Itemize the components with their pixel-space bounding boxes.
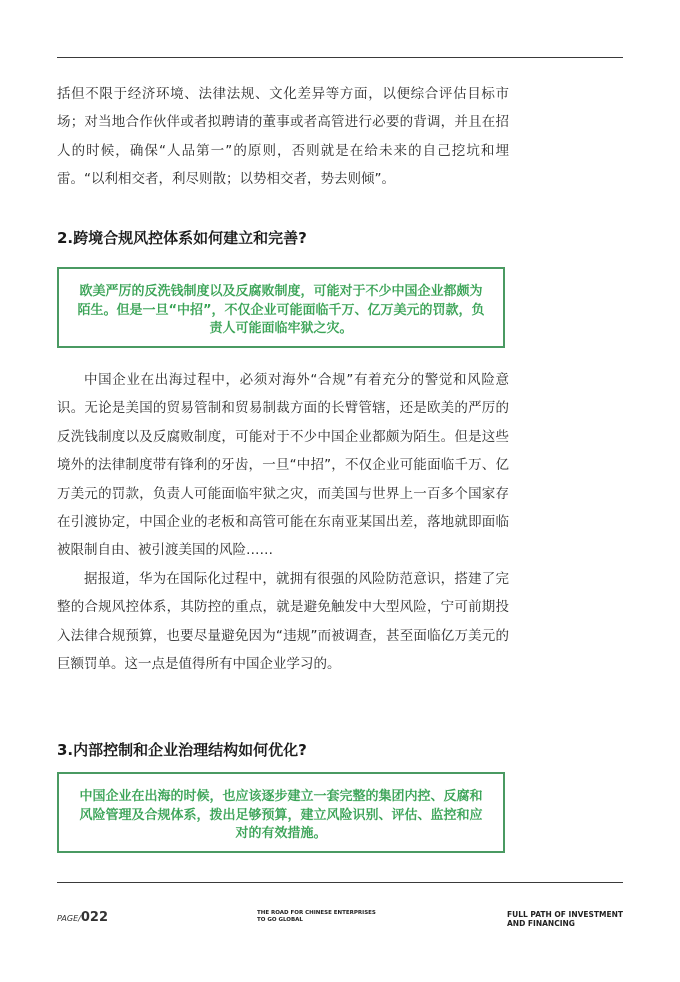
- intro-text: 括但不限于经济环境、法律法规、文化差异等方面，以便综合评估目标市场；对当地合作伙伴或者拟聘请的董事或者高管进行必要的背调，并且在招人的时候，确保“人品第一”的原则，否则就是在给未来的自己挖坑和埋雷。“以利相交者，利尽则散；以势相交者，势去则倾”。: [57, 86, 509, 188]
- page-number: [57, 910, 108, 925]
- section-2-callout: 欧美严厉的反洗钱制度以及反腐败制度，可能对于不少中国企业都颇为陌生。但是一旦“中招”，不仅企业可能面临千万、亿万美元的罚款，负责人可能面临牢狱之灾。: [57, 267, 505, 348]
- top-divider: [57, 57, 623, 58]
- section-2-paragraph-2: 据报道，华为在国际化过程中，就拥有很强的风险防范意识，搭建了完整的合规风控体系，其防控的重点，就是避免触发中大型风险，宁可前期投入法律合规预算，也要尽量避免因为“违规”而被调查，甚至面临亿万美元的巨额罚单。这一点是值得所有中国企业学习的。: [57, 570, 509, 673]
- series-title-line-2: TO GO GLOBAL: [257, 917, 303, 923]
- report-title: [507, 910, 627, 928]
- bottom-divider: [57, 882, 623, 883]
- section-3-callout: 中国企业在出海的时候，也应该逐步建立一套完整的集团内控、反腐和风险管理及合规体系，拨出足够预算，建立风险识别、评估、监控和应对的有效措施。: [57, 772, 505, 853]
- page-label: PAGE/: [57, 914, 81, 923]
- report-title-line-2: AND FINANCING: [507, 919, 575, 928]
- series-title-line-1: THE ROAD FOR CHINESE ENTERPRISES: [257, 910, 376, 916]
- section-2-heading: 2.跨境合规风控体系如何建立和完善?: [57, 229, 307, 247]
- series-title: [257, 910, 377, 924]
- section-2-paragraph-1: 中国企业在出海过程中，必须对海外“合规”有着充分的警觉和风险意识。无论是美国的贸易管制和贸易制裁方面的长臂管辖，还是欧美的严厉的反洗钱制度以及反腐败制度，可能对于不少中国企业都颇为陌生。但是这些境外的法律制度带有锋利的牙齿，一旦“中招”，不仅企业可能面临千万、亿万美元的罚款，负责人可能面临牢狱之灾，而美国与世界上一百多个国家存在引渡协定，中国企业的老板和高管可能在东南亚某国出差，落地就即面临被限制自由、被引渡美国的风险……: [57, 372, 509, 559]
- section-2-body: [57, 366, 509, 678]
- report-title-line-1: FULL PATH OF INVESTMENT: [507, 910, 624, 919]
- intro-paragraph: [57, 80, 509, 194]
- page-number-value: 022: [80, 910, 108, 925]
- section-3-heading: 3.内部控制和企业治理结构如何优化?: [57, 741, 307, 759]
